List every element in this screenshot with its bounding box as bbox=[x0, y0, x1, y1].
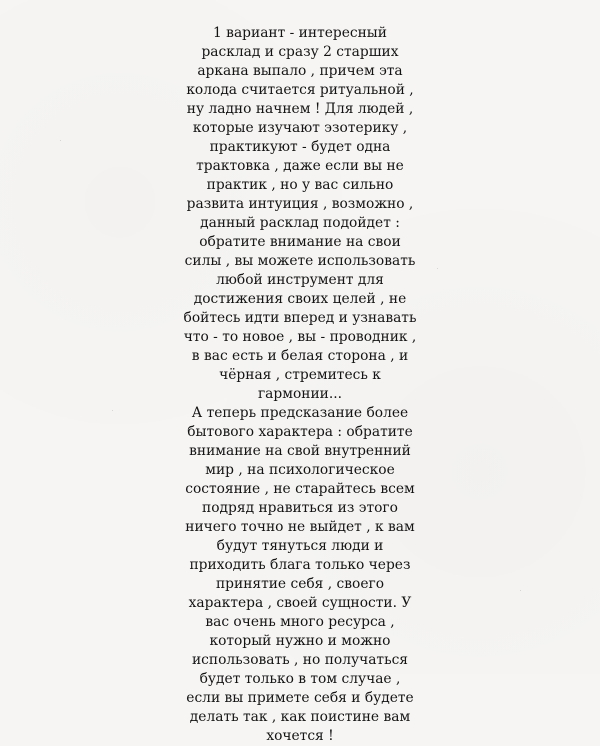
text-line: бытового характера : обратите bbox=[187, 424, 413, 440]
text-line: приходить блага только через bbox=[189, 557, 411, 573]
text-line: расклад и сразу 2 старших bbox=[201, 44, 399, 60]
text-line: данный расклад подойдет : bbox=[200, 215, 400, 231]
text-line: хочется ! bbox=[266, 728, 334, 744]
text-line: делать так , как поистине вам bbox=[189, 709, 411, 725]
text-line: использовать , но получаться bbox=[191, 652, 409, 668]
text-line: что - то новое , вы - проводник , bbox=[183, 329, 417, 345]
text-line: развита интуиция , возможно , bbox=[186, 196, 414, 212]
text-line: если вы примете себя и будете bbox=[186, 690, 414, 706]
text-line: состояние , не старайтесь всем bbox=[185, 481, 415, 497]
text-line: аркана выпало , причем эта bbox=[197, 63, 403, 79]
paper-speck bbox=[112, 410, 113, 411]
document-body bbox=[150, 24, 450, 746]
text-line: в вас есть и белая сторона , и bbox=[191, 348, 409, 364]
text-line: характера , своей сущности. У bbox=[188, 595, 412, 611]
paper-speck bbox=[60, 140, 61, 141]
paper-speck bbox=[520, 590, 521, 591]
text-line: силы , вы можете использовать bbox=[184, 253, 416, 269]
text-line: ничего точно не выйдет , к вам bbox=[185, 519, 415, 535]
text-line: бойтесь идти вперед и узнавать bbox=[183, 310, 417, 326]
text-line: чёрная , стремитесь к bbox=[219, 367, 381, 383]
text-line: принятие себя , своего bbox=[215, 576, 385, 592]
text-line: который нужно и можно bbox=[209, 633, 391, 649]
text-line: вас очень много ресурса , bbox=[205, 614, 395, 630]
text-line: мир , на психологическое bbox=[205, 462, 395, 478]
text-line: ну ладно начнем ! Для людей , bbox=[186, 101, 414, 117]
text-line: колода считается ритуальной , bbox=[186, 82, 414, 98]
text-line: будут тянуться люди и bbox=[216, 538, 384, 554]
text-line: которые изучают эзотерику , bbox=[192, 120, 408, 136]
text-line: гармонии... bbox=[257, 386, 343, 402]
text-line: любой инструмент для bbox=[216, 272, 384, 288]
text-line: будет только в том случае , bbox=[199, 671, 401, 687]
text-line: внимание на свой внутренний bbox=[189, 443, 411, 459]
text-line: практикуют - будет одна bbox=[209, 139, 391, 155]
text-line: А теперь предсказание более bbox=[191, 405, 409, 421]
text-line: подряд нравиться из этого bbox=[202, 500, 398, 516]
text-line: достижения своих целей , не bbox=[193, 291, 407, 307]
text-line: практик , но у вас сильно bbox=[206, 177, 394, 193]
text-line: 1 вариант - интересный bbox=[213, 25, 387, 41]
text-line: трактовка , даже если вы не bbox=[196, 158, 404, 174]
text-line: обратите внимание на свои bbox=[199, 234, 401, 250]
